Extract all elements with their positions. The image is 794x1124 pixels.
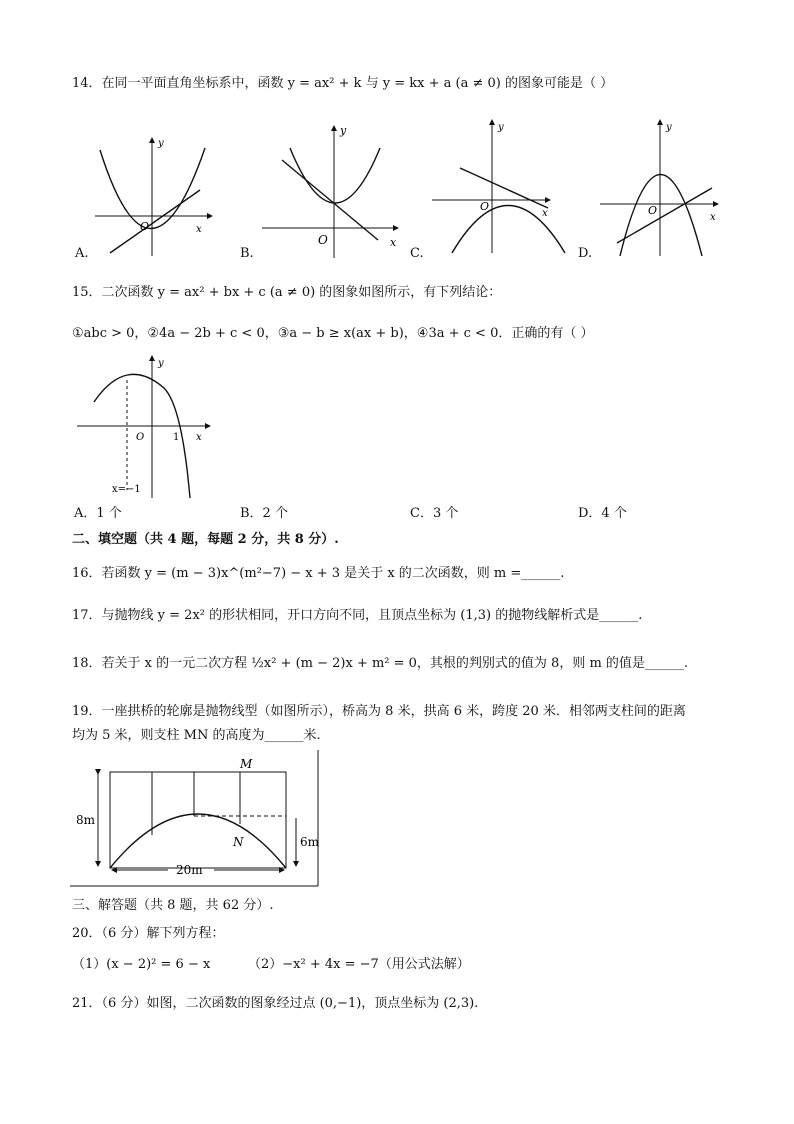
svg-text:O: O — [318, 233, 328, 247]
q19-label-m: M — [240, 757, 253, 771]
svg-text:x: x — [542, 208, 548, 219]
q19-label-6m: 6m — [300, 835, 320, 849]
q20-part1: （1）(x − 2)² = 6 − x — [72, 957, 211, 972]
q15-option-d[interactable]: D．4 个 — [578, 506, 627, 521]
q19-label-n: N — [233, 835, 244, 849]
q15-option-c[interactable]: C．3 个 — [410, 506, 459, 521]
graph-d — [600, 120, 718, 256]
q15-graph-o: O — [136, 432, 145, 443]
svg-text:x: x — [710, 212, 716, 223]
svg-text:y: y — [340, 124, 347, 137]
q19-line2: 均为 5 米，则支柱 MN 的高度为______米. — [72, 728, 321, 743]
section-2-heading: 二、填空题（共 4 题，每题 2 分，共 8 分）. — [72, 532, 339, 547]
section-3-heading: 三、解答题（共 8 题，共 62 分）. — [72, 898, 274, 913]
graph-b — [262, 124, 398, 258]
q15-graph-x: x — [196, 432, 202, 443]
q14-option-c[interactable]: C. — [410, 246, 424, 261]
q19-label-8m: 8m — [76, 813, 96, 827]
q15-graph-y: y — [158, 358, 164, 369]
svg-text:O: O — [648, 204, 658, 217]
q15-option-a[interactable]: A．1 个 — [74, 506, 122, 521]
q18-text: 18．若关于 x 的一元二次方程 ½x² + (m − 2)x + m² = 0，其根的判别式的值为 8，则 m 的值是______. — [72, 656, 689, 671]
q19-bridge-figure — [70, 748, 330, 888]
q14-text: 14．在同一平面直角坐标系中，函数 y = ax² + k 与 y = kx + a (a ≠ 0) 的图象可能是（ ） — [72, 76, 614, 91]
q14-graphs — [0, 118, 794, 258]
q14-option-b[interactable]: B. — [240, 246, 254, 261]
q15-graph-axis: x=−1 — [112, 484, 141, 495]
svg-text:x: x — [390, 236, 397, 249]
graph-c — [432, 120, 565, 253]
q15-option-b[interactable]: B．2 个 — [240, 506, 288, 521]
q14-option-a[interactable]: A. — [75, 246, 89, 261]
graph-a — [95, 138, 212, 256]
q19-line1: 19．一座拱桥的轮廓是抛物线型（如图所示），桥高为 8 米，拱高 6 米，跨度 20 米．相邻两支柱间的距离 — [72, 704, 686, 719]
q15-graph — [72, 352, 222, 500]
svg-text:y: y — [498, 122, 504, 133]
q14-option-d[interactable]: D. — [578, 246, 593, 261]
q20-part2: （2）−x² + 4x = −7（用公式法解） — [248, 957, 470, 972]
svg-text:y: y — [158, 138, 164, 149]
svg-text:O: O — [140, 220, 150, 233]
svg-text:y: y — [666, 122, 672, 133]
svg-text:x: x — [196, 224, 202, 235]
q19-label-20m: 20m — [176, 863, 203, 877]
q17-text: 17．与抛物线 y = 2x² 的形状相同，开口方向不同，且顶点坐标为 (1,3) 的抛物线解析式是______. — [72, 608, 643, 623]
q15-text: 15．二次函数 y = ax² + bx + c (a ≠ 0) 的图象如图所示，有下列结论： — [72, 285, 502, 300]
q15-conclusions: ①abc > 0，②4a − 2b + c < 0，③a − b ≥ x(ax + b)，④3a + c < 0．正确的有（ ） — [72, 326, 594, 341]
q21-text: 21．（6 分）如图，二次函数的图象经过点 (0,−1)，顶点坐标为 (2,3). — [72, 996, 479, 1011]
q16-text: 16．若函数 y = (m − 3)x^(m²−7) − x + 3 是关于 x 的二次函数，则 m =______. — [72, 566, 565, 581]
q15-graph-one: 1 — [173, 432, 180, 443]
svg-text:O: O — [480, 200, 490, 213]
q20-title: 20．（6 分）解下列方程： — [72, 926, 225, 941]
